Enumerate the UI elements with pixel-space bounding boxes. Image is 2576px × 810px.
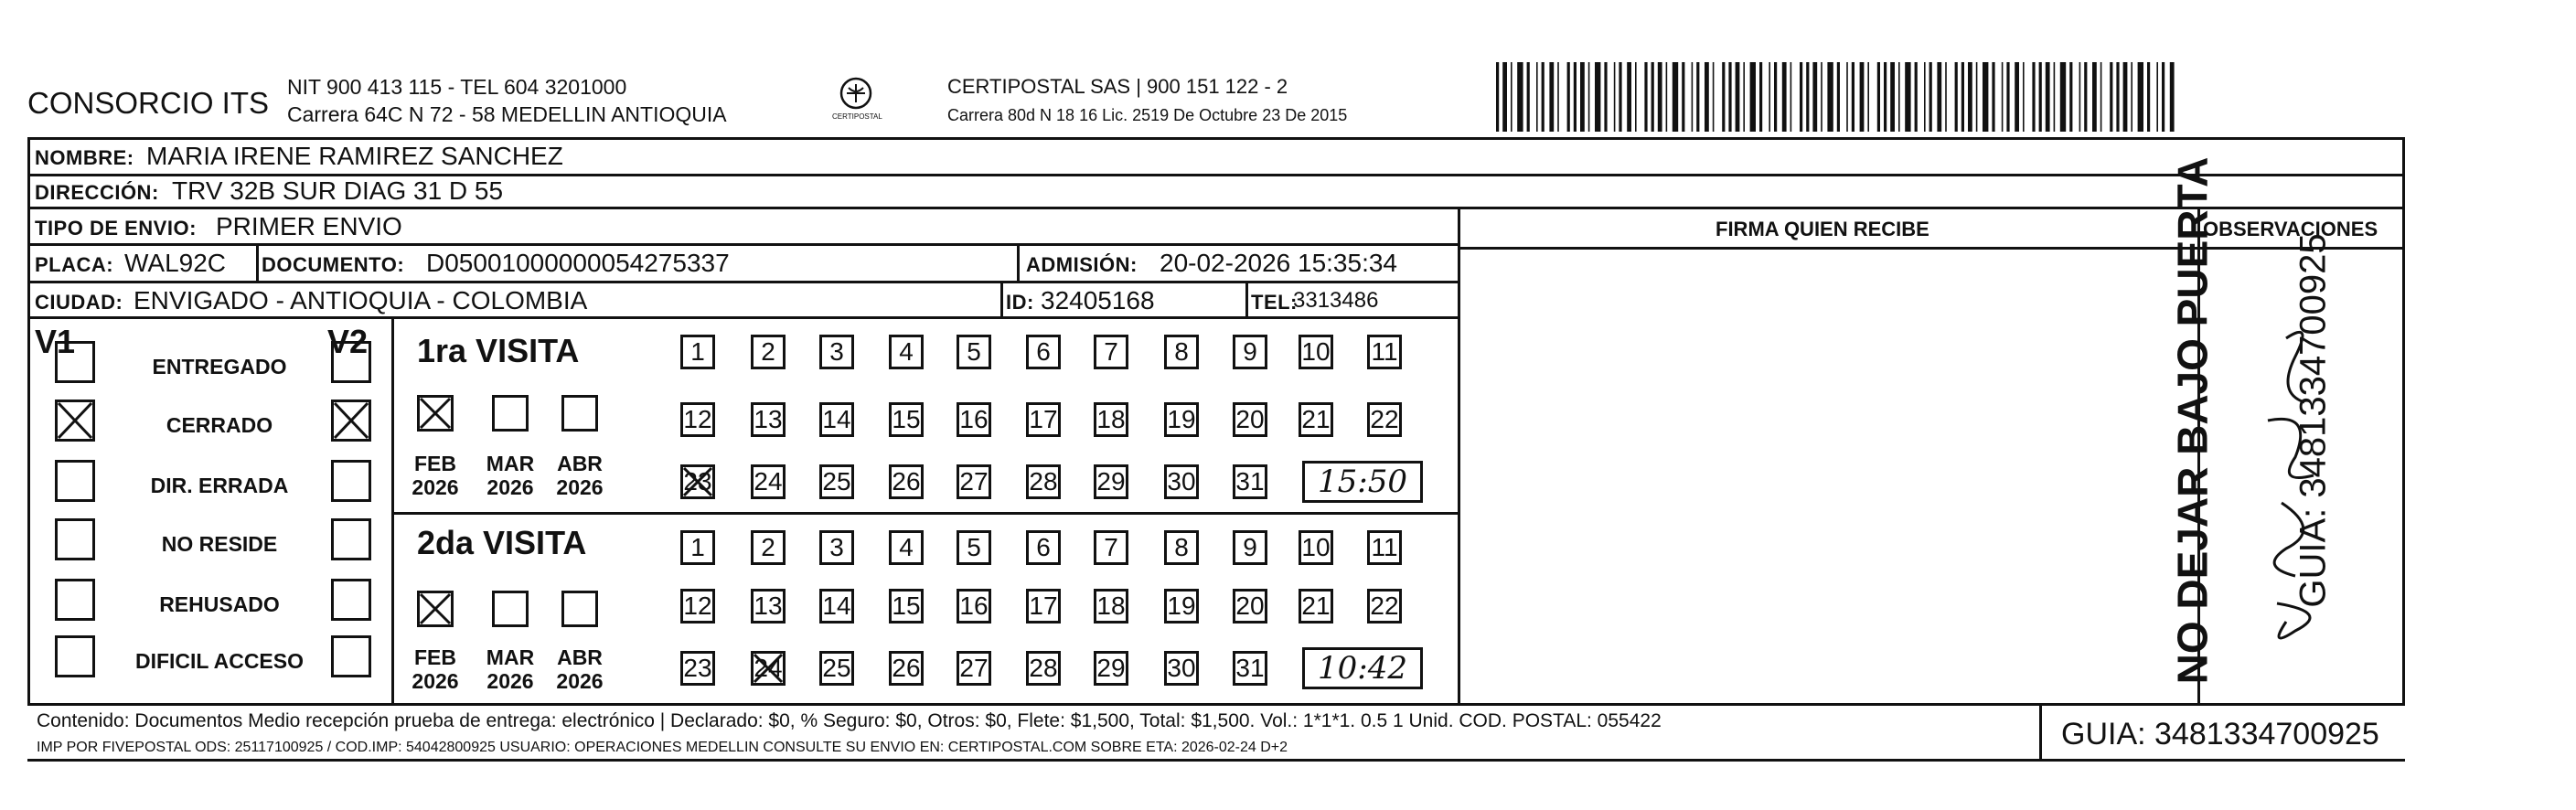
status-label-5: DIFICIL ACCESO xyxy=(134,649,304,673)
visit1-day-14: 14 xyxy=(819,402,854,437)
visit2-title: 2da VISITA xyxy=(417,524,587,561)
visit2-day-11: 11 xyxy=(1367,530,1402,565)
visit1-month-mark-0 xyxy=(417,395,454,432)
visit1-day-21: 21 xyxy=(1299,402,1333,437)
visit2-month-label-0: FEB 2026 xyxy=(412,645,459,694)
documento-value: D05001000000054275337 xyxy=(426,249,730,277)
status-label-0: ENTREGADO xyxy=(152,355,287,378)
v1-checkbox-3 xyxy=(55,518,95,560)
visit1-month-box-1 xyxy=(492,395,529,432)
visit2-month-box-2 xyxy=(561,591,598,627)
visit2-day-13: 13 xyxy=(751,589,786,623)
visit1-day-12: 12 xyxy=(680,402,715,437)
visit2-day-17: 17 xyxy=(1026,589,1061,623)
visit2-time: 10:42 xyxy=(1302,647,1423,689)
visit1-day-16: 16 xyxy=(957,402,991,437)
visit1-day-19: 19 xyxy=(1164,402,1199,437)
visit1-title: 1ra VISITA xyxy=(417,332,580,369)
visit2-month-label-1: MAR 2026 xyxy=(486,645,535,694)
visit1-day-11: 11 xyxy=(1367,335,1402,369)
visit2-day-15: 15 xyxy=(889,589,924,623)
certipostal-logo xyxy=(827,73,885,128)
visit1-day-18: 18 xyxy=(1094,402,1128,437)
certipostal-line2: Carrera 80d N 18 16 Lic. 2519 De Octubre 23 De 2015 xyxy=(947,106,1348,124)
visit1-day-13: 13 xyxy=(751,402,786,437)
visit2-day-22: 22 xyxy=(1367,589,1402,623)
visit2-day-19: 19 xyxy=(1164,589,1199,623)
address-line: Carrera 64C N 72 - 58 MEDELLIN ANTIOQUIA xyxy=(287,102,727,126)
visit1-day-28: 28 xyxy=(1026,464,1061,499)
direccion-value: TRV 32B SUR DIAG 31 D 55 xyxy=(172,176,504,205)
visit2-day-21: 21 xyxy=(1299,589,1333,623)
tel-label: TEL: xyxy=(1251,291,1298,314)
visit1-day-27: 27 xyxy=(957,464,991,499)
visit2-day-25: 25 xyxy=(819,651,854,686)
observaciones-header: OBSERVACIONES xyxy=(2203,218,2378,240)
visit2-day-24: 24 xyxy=(751,651,786,686)
visit2-day-mark-24 xyxy=(751,651,786,686)
visit1-day-24: 24 xyxy=(751,464,786,499)
visit1-month-label-0: FEB 2026 xyxy=(412,452,459,500)
v1-checkbox-2 xyxy=(55,460,95,502)
v2-check-mark-1 xyxy=(331,400,371,442)
v1-header: V1 xyxy=(35,323,76,360)
v2-checkbox-5 xyxy=(331,635,371,677)
company-name: CONSORCIO ITS xyxy=(27,86,270,120)
visit2-month-label-2: ABR 2026 xyxy=(556,645,604,694)
id-value: 32405168 xyxy=(1041,286,1155,314)
visit2-day-10: 10 xyxy=(1299,530,1333,565)
visit2-day-8: 8 xyxy=(1164,530,1199,565)
visit2-day-5: 5 xyxy=(957,530,991,565)
v2-checkbox-0 xyxy=(331,341,371,383)
status-label-3: NO RESIDE xyxy=(161,532,278,556)
visit2-day-31: 31 xyxy=(1233,651,1267,686)
visit1-day-6: 6 xyxy=(1026,335,1061,369)
footer-guia: GUIA: 3481334700925 xyxy=(2061,717,2379,751)
visit2-day-27: 27 xyxy=(957,651,991,686)
visit1-day-8: 8 xyxy=(1164,335,1199,369)
ciudad-label: CIUDAD: xyxy=(35,291,123,314)
visit2-day-9: 9 xyxy=(1233,530,1267,565)
visit1-day-25: 25 xyxy=(819,464,854,499)
v1-checkbox-4 xyxy=(55,579,95,621)
visit2-day-29: 29 xyxy=(1094,651,1128,686)
certipostal-line1: CERTIPOSTAL SAS | 900 151 122 - 2 xyxy=(947,75,1288,98)
visit1-month-label-1: MAR 2026 xyxy=(486,452,535,500)
v2-header: V2 xyxy=(327,323,369,360)
visit2-day-20: 20 xyxy=(1233,589,1267,623)
footer-line2: IMP POR FIVEPOSTAL ODS: 25117100925 / COD.IMP: 54042800925 USUARIO: OPERACIONES MEDELLIN CONSULTE SU ENVIO EN: CERTIPOSTAL.COM SOBRE ETA: 2026-02-24 D+2 xyxy=(37,740,1288,755)
admision-value: 20-02-2026 15:35:34 xyxy=(1160,249,1397,277)
visit1-day-29: 29 xyxy=(1094,464,1128,499)
nit-line: NIT 900 413 115 - TEL 604 3201000 xyxy=(287,75,627,99)
visit1-day-30: 30 xyxy=(1164,464,1199,499)
visit1-day-1: 1 xyxy=(680,335,715,369)
visit1-day-4: 4 xyxy=(889,335,924,369)
visit1-day-23: 23 xyxy=(680,464,715,499)
visit2-day-14: 14 xyxy=(819,589,854,623)
placa-value: WAL92C xyxy=(124,249,227,277)
visit1-day-mark-23 xyxy=(680,464,715,499)
visit1-day-9: 9 xyxy=(1233,335,1267,369)
footer-line1: Contenido: Documentos Medio recepción prueba de entrega: electrónico | Declarado: $0, % Seguro: $0, Otros: $0, Flete: $1,500, Total: $1,500. Vol.: 1*1*1. 0.5 1 Unid. COD. POSTAL: 055422 xyxy=(37,710,1662,731)
visit1-day-26: 26 xyxy=(889,464,924,499)
v1-checkbox-0 xyxy=(55,341,95,383)
admision-label: ADMISIÓN: xyxy=(1026,253,1138,276)
status-label-4: REHUSADO xyxy=(159,592,280,616)
visit1-day-3: 3 xyxy=(819,335,854,369)
visit2-day-26: 26 xyxy=(889,651,924,686)
visit1-day-31: 31 xyxy=(1233,464,1267,499)
nombre-value: MARIA IRENE RAMIREZ SANCHEZ xyxy=(146,142,563,170)
tipo-envio-label: TIPO DE ENVIO: xyxy=(35,217,197,240)
visit1-month-label-2: ABR 2026 xyxy=(556,452,604,500)
visit2-day-30: 30 xyxy=(1164,651,1199,686)
visit1-day-22: 22 xyxy=(1367,402,1402,437)
v2-checkbox-2 xyxy=(331,460,371,502)
visit1-month-box-2 xyxy=(561,395,598,432)
visit2-month-box-1 xyxy=(492,591,529,627)
visit1-day-20: 20 xyxy=(1233,402,1267,437)
visit1-day-5: 5 xyxy=(957,335,991,369)
visit2-day-2: 2 xyxy=(751,530,786,565)
placa-label: PLACA: xyxy=(35,253,114,276)
visit1-day-10: 10 xyxy=(1299,335,1333,369)
visit2-month-mark-0 xyxy=(417,591,454,627)
v2-checkbox-3 xyxy=(331,518,371,560)
status-label-2: DIR. ERRADA xyxy=(150,474,289,497)
nombre-label: NOMBRE: xyxy=(35,146,134,169)
status-label-1: CERRADO xyxy=(166,413,273,437)
visit2-day-1: 1 xyxy=(680,530,715,565)
documento-label: DOCUMENTO: xyxy=(262,253,405,276)
no-dejar-bajo-puerta: NO DEJAR BAJO PUERTA xyxy=(2168,156,2217,685)
visit2-day-23: 23 xyxy=(680,651,715,686)
visit2-day-7: 7 xyxy=(1094,530,1128,565)
side-guia: GUIA: 3481334700925 xyxy=(2293,233,2334,608)
visit1-day-15: 15 xyxy=(889,402,924,437)
firma-header: FIRMA QUIEN RECIBE xyxy=(1716,218,1929,240)
visit2-day-3: 3 xyxy=(819,530,854,565)
visit2-day-4: 4 xyxy=(889,530,924,565)
visit2-day-6: 6 xyxy=(1026,530,1061,565)
logo-label: CERTIPOSTAL xyxy=(832,112,882,121)
barcode xyxy=(1496,62,2176,132)
visit2-day-16: 16 xyxy=(957,589,991,623)
v1-check-mark-1 xyxy=(55,400,95,442)
direccion-label: DIRECCIÓN: xyxy=(35,181,159,204)
visit1-time: 15:50 xyxy=(1302,461,1423,503)
visit1-day-7: 7 xyxy=(1094,335,1128,369)
v2-checkbox-4 xyxy=(331,579,371,621)
visit2-day-28: 28 xyxy=(1026,651,1061,686)
v1-checkbox-5 xyxy=(55,635,95,677)
tel-value: 3313486 xyxy=(1293,288,1379,313)
ciudad-value: ENVIGADO - ANTIOQUIA - COLOMBIA xyxy=(134,286,588,314)
visit1-day-17: 17 xyxy=(1026,402,1061,437)
tipo-envio-value: PRIMER ENVIO xyxy=(216,212,402,240)
visit2-day-12: 12 xyxy=(680,589,715,623)
visit1-day-2: 2 xyxy=(751,335,786,369)
visit2-day-18: 18 xyxy=(1094,589,1128,623)
id-label: ID: xyxy=(1006,291,1034,314)
